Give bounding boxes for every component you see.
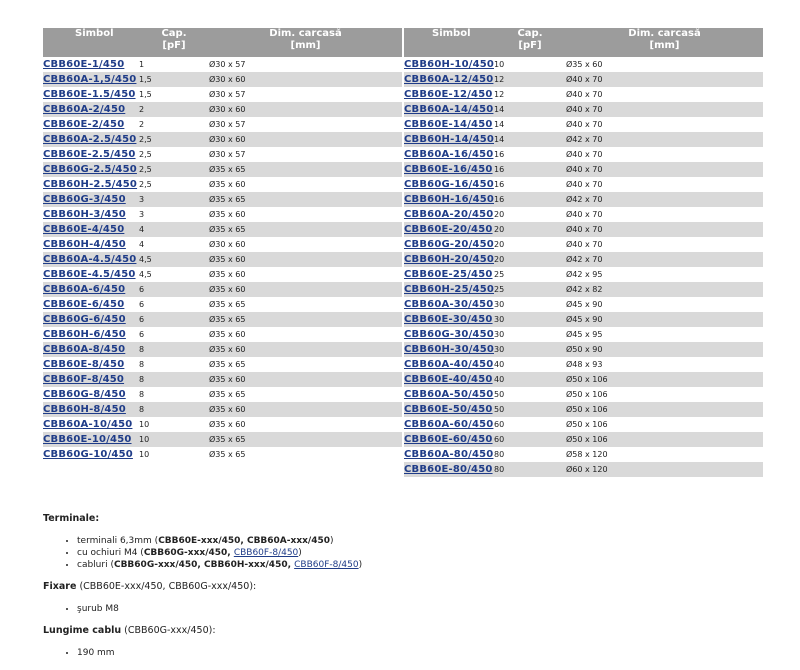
table-row [43,327,402,342]
product-link[interactable]: CBB60H-25/450 [404,284,494,295]
table-row [43,72,402,87]
dimension-cell: Ø45 x 95 [566,327,763,342]
capacitance-cell: 30 [494,342,566,357]
table-row [43,207,402,222]
symbol-cell [43,207,139,222]
dimension-cell: Ø30 x 60 [209,237,402,252]
dimension-cell: Ø45 x 90 [566,312,763,327]
dimension-cell: Ø35 x 60 [209,372,402,387]
symbol-cell [404,162,494,177]
symbol-cell [404,57,494,72]
dimension-cell: Ø35 x 60 [209,402,402,417]
dimension-cell: Ø35 x 65 [209,387,402,402]
symbol-cell [43,312,139,327]
table-row [43,387,402,402]
capacitance-cell: 20 [494,207,566,222]
product-link[interactable]: CBB60H-8/450 [43,404,126,415]
table-row [43,282,402,297]
table-row [43,237,402,252]
symbol-cell [404,192,494,207]
table-row [43,252,402,267]
product-link[interactable]: CBB60E-40/450 [404,374,493,385]
product-link[interactable]: CBB60G-3/450 [43,194,126,205]
capacitance-cell: 14 [494,102,566,117]
symbol-cell [404,237,494,252]
table-row [404,312,763,327]
capacitance-cell: 20 [494,237,566,252]
symbol-cell [43,447,139,462]
symbol-cell [404,72,494,87]
product-link[interactable]: CBB60E-6/450 [43,299,125,310]
header-dim: Dim. carcasă [mm] [209,28,402,57]
table-row [404,327,763,342]
capacitance-cell: 3 [139,192,209,207]
dimension-cell: Ø50 x 106 [566,387,763,402]
capacitance-cell: 80 [494,447,566,462]
dimension-cell: Ø42 x 70 [566,252,763,267]
table-row [404,207,763,222]
dimension-cell: Ø50 x 106 [566,432,763,447]
header-symbol: Simbol [43,28,139,57]
table-row [404,237,763,252]
product-link[interactable]: CBB60H-3/450 [43,209,126,220]
symbol-cell [43,192,139,207]
capacitance-cell: 10 [139,447,209,462]
product-link[interactable]: CBB60G-8/450 [43,389,126,400]
table-row [404,102,763,117]
dimension-cell: Ø48 x 93 [566,357,763,372]
capacitance-cell: 30 [494,297,566,312]
capacitance-cell: 2 [139,117,209,132]
capacitance-cell: 20 [494,252,566,267]
product-link[interactable]: CBB60G-30/450 [404,329,494,340]
dimension-cell: Ø30 x 60 [209,102,402,117]
product-link[interactable]: CBB60E-1.5/450 [43,89,136,100]
product-link[interactable]: CBB60H-2.5/450 [43,179,138,190]
capacitance-cell: 10 [494,57,566,72]
symbol-cell [43,102,139,117]
table-row [404,57,763,72]
capacitance-cell: 8 [139,372,209,387]
capacitance-cell: 1 [139,57,209,72]
product-link[interactable]: CBB60G-2.5/450 [43,164,137,175]
product-link[interactable]: CBB60E-60/450 [404,434,493,445]
symbol-cell [43,132,139,147]
symbol-cell [404,402,494,417]
capacitance-cell: 25 [494,282,566,297]
symbol-cell [404,102,494,117]
capacitance-cell: 60 [494,432,566,447]
symbol-cell [404,357,494,372]
capacitance-cell: 8 [139,387,209,402]
capacitance-cell: 40 [494,357,566,372]
cablu-heading: Lungime cablu (CBB60G-xxx/450): [43,625,216,636]
dimension-cell: Ø30 x 57 [209,147,402,162]
product-link[interactable]: CBB60H-6/450 [43,329,126,340]
product-link[interactable]: CBB60E-8/450 [43,359,125,370]
dimension-cell: Ø30 x 60 [209,132,402,147]
symbol-cell [43,252,139,267]
dimension-cell: Ø30 x 57 [209,57,402,72]
dimension-cell: Ø35 x 60 [209,417,402,432]
list-item: • cu ochiuri M4 (CBB60G-xxx/450, CBB60F-8/450) [77,547,763,559]
dimension-cell: Ø35 x 65 [209,192,402,207]
table-row [404,252,763,267]
table-row [43,432,402,447]
capacitor-table-left [43,28,402,462]
dimension-cell: Ø35 x 60 [209,327,402,342]
table-row [404,117,763,132]
product-link[interactable]: CBB60E-80/450 [404,464,493,475]
product-link[interactable]: CBB60E-2/450 [43,119,125,130]
capacitance-cell: 2,5 [139,147,209,162]
dimension-cell: Ø35 x 65 [209,297,402,312]
capacitance-cell: 6 [139,312,209,327]
product-link[interactable]: CBB60A-60/450 [404,419,494,430]
capacitance-cell: 12 [494,72,566,87]
table-row [43,402,402,417]
capacitance-cell: 50 [494,387,566,402]
capacitance-cell: 6 [139,297,209,312]
dimension-cell: Ø45 x 90 [566,297,763,312]
fixare-heading: Fixare (CBB60E-xxx/450, CBB60G-xxx/450): [43,581,257,592]
symbol-cell [404,297,494,312]
dimension-cell: Ø40 x 70 [566,72,763,87]
symbol-cell [43,342,139,357]
capacitance-cell: 2,5 [139,132,209,147]
product-link[interactable]: CBB60A-10/450 [43,419,133,430]
product-link[interactable]: CBB60H-10/450 [404,59,494,70]
dimension-cell: Ø42 x 95 [566,267,763,282]
symbol-cell [43,297,139,312]
table-row [43,57,402,72]
symbol-cell [43,357,139,372]
product-link[interactable]: CBB60E-16/450 [404,164,493,175]
table-row [43,132,402,147]
dimension-cell: Ø42 x 70 [566,192,763,207]
symbol-cell [43,267,139,282]
capacitance-cell: 60 [494,417,566,432]
capacitance-cell: 4 [139,222,209,237]
table-row [43,147,402,162]
product-link[interactable]: CBB60H-14/450 [404,134,494,145]
symbol-cell [43,237,139,252]
table-row [404,282,763,297]
product-link[interactable]: CBB60A-16/450 [404,149,494,160]
table-row [404,192,763,207]
dimension-cell: Ø30 x 57 [209,87,402,102]
dimension-cell: Ø35 x 60 [209,207,402,222]
table-row [43,117,402,132]
dimension-cell: Ø40 x 70 [566,147,763,162]
product-link[interactable]: CBB60H-4/450 [43,239,126,250]
capacitance-cell: 2 [139,102,209,117]
dimension-cell: Ø35 x 60 [209,282,402,297]
symbol-cell [404,147,494,162]
symbol-cell [404,312,494,327]
table-row [404,297,763,312]
product-link[interactable]: CBB60A-6/450 [43,284,126,295]
dimension-cell: Ø40 x 70 [566,102,763,117]
product-link[interactable]: CBB60A-2/450 [43,104,126,115]
symbol-cell [404,462,494,477]
symbol-cell [43,222,139,237]
table-row [43,417,402,432]
list-item: • 190 mm [77,647,763,659]
symbol-cell [43,432,139,447]
dimension-cell: Ø50 x 106 [566,402,763,417]
table-row [404,87,763,102]
capacitance-cell: 6 [139,327,209,342]
dimension-cell: Ø30 x 57 [209,117,402,132]
product-link[interactable]: CBB60E-14/450 [404,119,493,130]
product-link[interactable]: CBB60A-1,5/450 [43,74,137,85]
product-link[interactable]: CBB60E-2.5/450 [43,149,136,160]
product-link[interactable]: CBB60H-20/450 [404,254,494,265]
symbol-cell [404,432,494,447]
symbol-cell [404,177,494,192]
table-row [43,342,402,357]
product-link[interactable]: CBB60F-8/450 [294,560,359,570]
capacitance-cell: 2,5 [139,177,209,192]
header-cap: Cap. [pF] [139,28,209,57]
table-row [404,267,763,282]
terminale-list [43,535,763,571]
table-row [43,192,402,207]
table-row [404,342,763,357]
product-link[interactable]: CBB60H-30/450 [404,344,494,355]
capacitance-cell: 2,5 [139,162,209,177]
table-row [404,462,763,477]
table-row [404,132,763,147]
table-row [404,147,763,162]
table-row [43,267,402,282]
capacitance-cell: 4,5 [139,267,209,282]
symbol-cell [404,207,494,222]
symbol-cell [43,372,139,387]
capacitance-cell: 80 [494,462,566,477]
dimension-cell: Ø35 x 60 [209,267,402,282]
dimension-cell: Ø35 x 65 [209,357,402,372]
dimension-cell: Ø35 x 60 [209,342,402,357]
dimension-cell: Ø35 x 60 [209,177,402,192]
specifications [43,512,763,659]
table-row [43,177,402,192]
cablu-list [43,647,763,659]
product-link[interactable]: CBB60E-4/450 [43,224,125,235]
terminale-heading: Terminale: [43,513,100,524]
capacitance-cell: 16 [494,192,566,207]
dimension-cell: Ø42 x 82 [566,282,763,297]
symbol-cell [43,282,139,297]
table-row [404,387,763,402]
dimension-cell: Ø60 x 120 [566,462,763,477]
symbol-cell [404,417,494,432]
table-row [404,432,763,447]
capacitance-cell: 4,5 [139,252,209,267]
capacitance-cell: 10 [139,417,209,432]
dimension-cell: Ø42 x 70 [566,132,763,147]
list-item: • cabluri (CBB60G-xxx/450, CBB60H-xxx/450, CBB60F-8/450) [77,559,763,571]
table-row [43,222,402,237]
dimension-cell: Ø35 x 60 [209,252,402,267]
product-link[interactable]: CBB60E-12/450 [404,89,493,100]
capacitance-cell: 4 [139,237,209,252]
product-link[interactable]: CBB60E-10/450 [43,434,132,445]
product-link[interactable]: CBB60E-1/450 [43,59,125,70]
symbol-cell [404,222,494,237]
table-row [404,402,763,417]
product-link[interactable]: CBB60A-20/450 [404,209,494,220]
table-row [43,102,402,117]
dimension-cell: Ø40 x 70 [566,207,763,222]
capacitance-cell: 25 [494,267,566,282]
dimension-cell: Ø40 x 70 [566,162,763,177]
product-link[interactable]: CBB60E-30/450 [404,314,493,325]
capacitance-cell: 16 [494,147,566,162]
product-link[interactable]: CBB60G-6/450 [43,314,126,325]
symbol-cell [43,162,139,177]
product-link[interactable]: CBB60A-12/450 [404,74,494,85]
capacitance-cell: 12 [494,87,566,102]
symbol-cell [43,72,139,87]
symbol-cell [43,387,139,402]
capacitance-cell: 14 [494,132,566,147]
capacitance-cell: 8 [139,402,209,417]
product-link[interactable]: CBB60E-50/450 [404,404,493,415]
symbol-cell [43,177,139,192]
product-link[interactable]: CBB60A-8/450 [43,344,126,355]
table-row [404,162,763,177]
table-row [404,417,763,432]
list-item: • şurub M8 [77,603,763,615]
dimension-cell: Ø50 x 106 [566,372,763,387]
capacitance-cell: 10 [139,432,209,447]
dimension-cell: Ø35 x 65 [209,222,402,237]
symbol-cell [404,387,494,402]
product-link[interactable]: CBB60A-2.5/450 [43,134,137,145]
fixare-list [43,603,763,615]
symbol-cell [404,372,494,387]
capacitor-table-right [404,28,763,477]
symbol-cell [43,117,139,132]
capacitance-cell: 8 [139,342,209,357]
dimension-cell: Ø35 x 65 [209,312,402,327]
symbol-cell [404,87,494,102]
capacitance-cell: 8 [139,357,209,372]
product-link[interactable]: CBB60A-80/450 [404,449,494,460]
symbol-cell [43,417,139,432]
dimension-cell: Ø40 x 70 [566,117,763,132]
product-link[interactable]: CBB60E-25/450 [404,269,493,280]
product-link[interactable]: CBB60A-30/450 [404,299,494,310]
capacitance-cell: 6 [139,282,209,297]
product-link[interactable]: CBB60G-20/450 [404,239,494,250]
capacitance-cell: 40 [494,372,566,387]
capacitance-cell: 16 [494,177,566,192]
symbol-cell [404,132,494,147]
symbol-cell [404,327,494,342]
header-symbol: Simbol [404,28,494,57]
symbol-cell [43,147,139,162]
table-row [404,72,763,87]
list-item: • terminali 6,3mm (CBB60E-xxx/450, CBB60A-xxx/450) [77,535,763,547]
capacitance-cell: 30 [494,327,566,342]
dimension-cell: Ø50 x 90 [566,342,763,357]
symbol-cell [404,252,494,267]
symbol-cell [43,402,139,417]
capacitance-cell: 14 [494,117,566,132]
product-link[interactable]: CBB60A-40/450 [404,359,494,370]
table-row [43,447,402,462]
symbol-cell [43,87,139,102]
capacitance-cell: 50 [494,402,566,417]
table-row [404,447,763,462]
table-row [43,297,402,312]
table-row [404,222,763,237]
symbol-cell [43,327,139,342]
dimension-cell: Ø58 x 120 [566,447,763,462]
capacitance-cell: 3 [139,207,209,222]
capacitance-cell: 20 [494,222,566,237]
dimension-cell: Ø35 x 65 [209,432,402,447]
table-row [43,372,402,387]
dimension-cell: Ø40 x 70 [566,237,763,252]
table-row [43,357,402,372]
product-link[interactable]: CBB60G-10/450 [43,449,133,460]
product-link[interactable]: CBB60G-16/450 [404,179,494,190]
dimension-cell: Ø35 x 65 [209,447,402,462]
capacitance-cell: 1,5 [139,72,209,87]
table-row [404,177,763,192]
table-row [43,312,402,327]
product-link[interactable]: CBB60H-16/450 [404,194,494,205]
product-link[interactable]: CBB60F-8/450 [233,548,299,558]
symbol-cell [404,282,494,297]
table-row [43,162,402,177]
header-dim: Dim. carcasă [mm] [566,28,763,57]
symbol-cell [404,117,494,132]
product-link[interactable]: CBB60A-14/450 [404,104,494,115]
product-link[interactable]: CBB60F-8/450 [43,374,125,385]
table-row [43,87,402,102]
dimension-cell: Ø40 x 70 [566,177,763,192]
header-cap: Cap. [pF] [494,28,566,57]
product-link[interactable]: CBB60A-4.5/450 [43,254,137,265]
dimension-cell: Ø30 x 60 [209,72,402,87]
capacitance-cell: 30 [494,312,566,327]
dimension-cell: Ø40 x 70 [566,87,763,102]
product-link[interactable]: CBB60E-20/450 [404,224,493,235]
dimension-cell: Ø35 x 60 [566,57,763,72]
symbol-cell [404,267,494,282]
product-link[interactable]: CBB60E-4.5/450 [43,269,136,280]
capacitance-cell: 16 [494,162,566,177]
product-link[interactable]: CBB60A-50/450 [404,389,494,400]
capacitance-cell: 1,5 [139,87,209,102]
symbol-cell [404,342,494,357]
dimension-cell: Ø50 x 106 [566,417,763,432]
table-row [404,357,763,372]
dimension-cell: Ø35 x 65 [209,162,402,177]
symbol-cell [404,447,494,462]
symbol-cell [43,57,139,72]
dimension-cell: Ø40 x 70 [566,222,763,237]
table-row [404,372,763,387]
capacitor-tables [43,28,763,478]
